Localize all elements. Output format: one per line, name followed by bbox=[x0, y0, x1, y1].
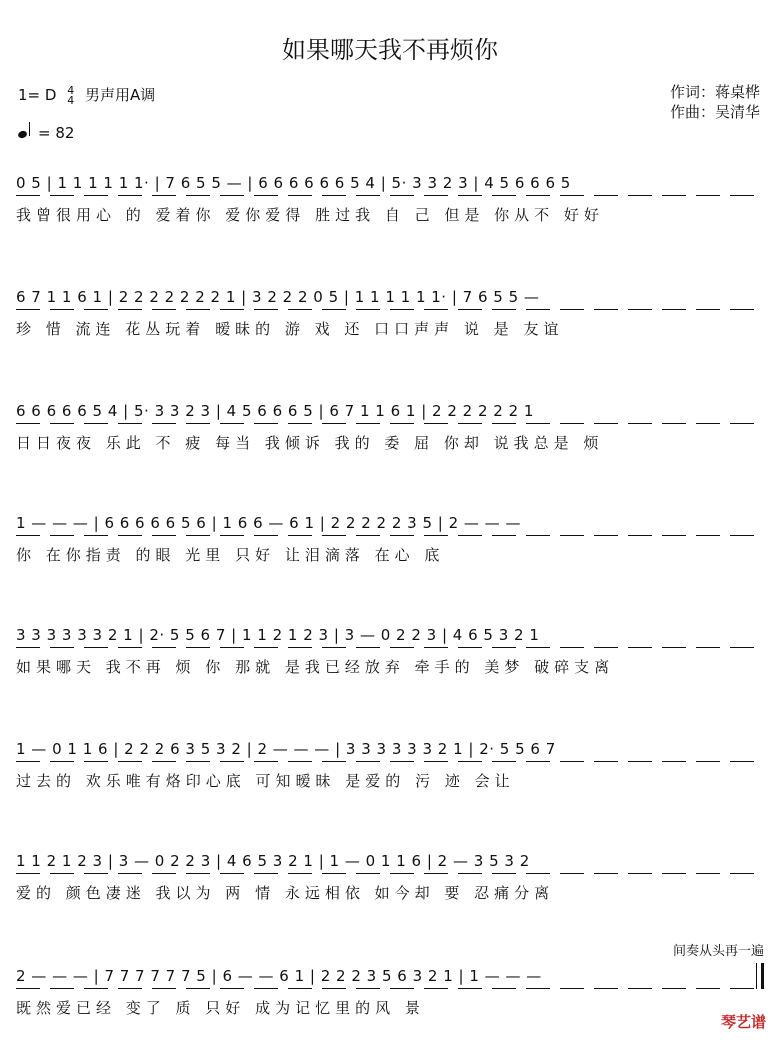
site-logo: 琴艺谱 bbox=[720, 1013, 766, 1031]
tempo-marking bbox=[18, 122, 74, 142]
composer: 作曲：吴清华 bbox=[669, 103, 760, 121]
page-title: 如果哪天我不再烦你 bbox=[282, 36, 498, 64]
interlude-note: 间奏从头再一遍 bbox=[672, 944, 764, 959]
beam-underline bbox=[16, 647, 764, 648]
lyrics-line: 日日夜夜 乐此 不 疲 每当 我倾诉 我的 委 屈 你却 说我总是 烦 bbox=[16, 434, 604, 452]
time-signature bbox=[67, 83, 75, 107]
notes-line bbox=[16, 510, 764, 536]
notes-text: 1 1 2 1 2 3 | 3 — 0 2 2 3 | 4 6 5 3 2 1 | 1 — 0 1 1 6 | 2 — 3 5 3 2 bbox=[16, 852, 530, 870]
voice-note: 男声用A调 bbox=[85, 86, 156, 104]
final-barline bbox=[756, 963, 764, 989]
score-row bbox=[16, 963, 764, 1018]
credits bbox=[670, 82, 760, 122]
score-row bbox=[16, 736, 764, 791]
lyrics-line: 如果哪天 我不再 烦 你 那就 是我已经放弃 牵手的 美梦 破碎支离 bbox=[16, 658, 615, 676]
score-row bbox=[16, 848, 764, 903]
notes-text: 1 — — — | 6 6 6 6 6 5 6 | 1 6 6 — 6 1 | 2 2 2 2 2 3 5 | 2 — — — bbox=[16, 514, 521, 532]
lyrics-line: 既然爱已经 变了 质 只好 成为记忆里的风 景 bbox=[16, 999, 425, 1017]
beam-underline bbox=[16, 423, 764, 424]
notes-text: 3 3 3 3 3 3 2 1 | 2· 5 5 6 7 | 1 1 2 1 2 3 | 3 — 0 2 2 3 | 4 6 5 3 2 1 bbox=[16, 626, 540, 644]
key-text: 1= D bbox=[18, 86, 57, 104]
lyrics-line: 珍 惜 流连 花丛玩着 暧昧的 游 戏 还 口口声声 说 是 友谊 bbox=[16, 320, 564, 338]
tempo-text: = 82 bbox=[38, 124, 75, 142]
notes-text: 1 — 0 1 1 6 | 2 2 2 6 3 5 3 2 | 2 — — — | 3 3 3 3 3 3 2 1 | 2· 5 5 6 7 bbox=[16, 740, 556, 758]
time-sig-num: 4 bbox=[67, 83, 75, 97]
score-row bbox=[16, 284, 764, 339]
notes-line bbox=[16, 398, 764, 424]
score-row bbox=[16, 398, 764, 453]
notes-text: 6 7 1 1 6 1 | 2 2 2 2 2 2 2 1 | 3 2 2 2 0 5 | 1 1 1 1 1 1· | 7 6 5 5 — bbox=[16, 288, 540, 306]
key-signature bbox=[18, 84, 155, 106]
lyrics-line: 你 在你指责 的眼 光里 只好 让泪滴落 在心 底 bbox=[16, 546, 445, 564]
time-sig-den: 4 bbox=[67, 93, 75, 107]
beam-underline bbox=[16, 535, 764, 536]
notes-text: 6 6 6 6 6 5 4 | 5· 3 3 2 3 | 4 5 6 6 6 5 | 6 7 1 1 6 1 | 2 2 2 2 2 2 1 bbox=[16, 402, 534, 420]
score-row bbox=[16, 170, 764, 225]
score-row bbox=[16, 510, 764, 565]
beam-underline bbox=[16, 195, 764, 196]
quarter-note-icon bbox=[17, 130, 28, 140]
notes-line bbox=[16, 170, 764, 196]
notes-line bbox=[16, 284, 764, 310]
score-row bbox=[16, 622, 764, 677]
lyrics-line: 爱的 颜色凄迷 我以为 两 情 永远相依 如今却 要 忍痛分离 bbox=[16, 884, 555, 902]
notes-line bbox=[16, 848, 764, 874]
lyricist: 作词：蒋桌桦 bbox=[669, 83, 760, 101]
notes-line bbox=[16, 622, 764, 648]
beam-underline bbox=[16, 988, 764, 989]
beam-underline bbox=[16, 309, 764, 310]
beam-underline bbox=[16, 873, 764, 874]
beam-underline bbox=[16, 761, 764, 762]
lyrics-line: 过去的 欢乐唯有烙印心底 可知暧昧 是爱的 污 迹 会让 bbox=[16, 772, 515, 790]
notes-line bbox=[16, 963, 764, 989]
notes-line bbox=[16, 736, 764, 762]
notes-text: 0 5 | 1 1 1 1 1 1· | 7 6 5 5 — | 6 6 6 6 6 6 5 4 | 5· 3 3 2 3 | 4 5 6 6 6 5 bbox=[16, 174, 571, 192]
lyrics-line: 我曾很用心 的 爱着你 爱你爱得 胜过我 自 己 但是 你从不 好好 bbox=[16, 206, 604, 224]
notes-text: 2 — — — | 7 7 7 7 7 7 5 | 6 — — 6 1 | 2 2 2 3 5 6 3 2 1 | 1 — — — bbox=[16, 967, 542, 985]
